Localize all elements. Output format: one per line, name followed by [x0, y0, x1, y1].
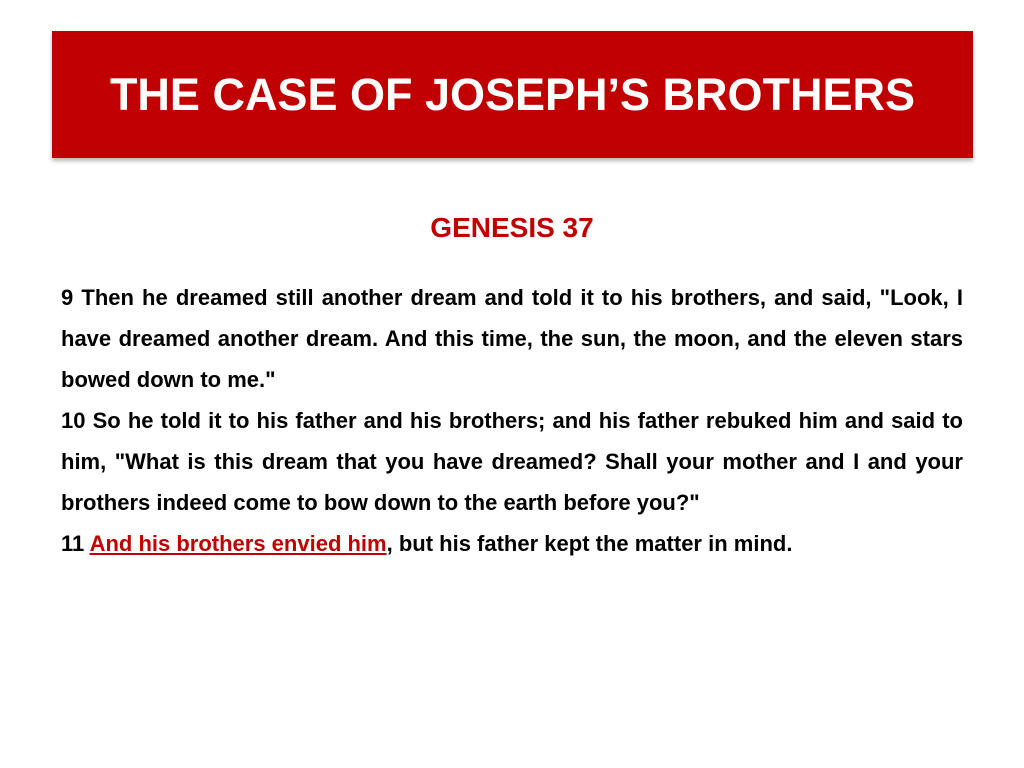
- verse-number: 11: [61, 531, 85, 556]
- verse-text: , but his father kept the matter in mind.: [386, 531, 793, 556]
- verse-11: [61, 523, 963, 564]
- verse-number: 9: [61, 285, 74, 310]
- slide-title: THE CASE OF JOSEPH’S BROTHERS: [109, 68, 916, 120]
- verse-10: [61, 400, 963, 523]
- verse-text: So he told it to his father and his brothers; and his father rebuked him and said to him, "What is this dream that you have dreamed? Shall your mother and I and your brothers indeed come to bow down to the earth before you?": [61, 408, 963, 515]
- verse-number: 10: [61, 408, 86, 433]
- verse-text: Then he dreamed still another dream and told it to his brothers, and said, "Look, I have dreamed another dream. And this time, the sun, the moon, and the eleven stars bowed down to me.": [61, 285, 963, 392]
- highlighted-phrase: And his brothers envied him: [89, 531, 387, 556]
- scripture-passage: [61, 277, 963, 564]
- scripture-reference: GENESIS 37: [430, 212, 594, 243]
- title-banner: [52, 31, 973, 158]
- verse-9: [61, 277, 963, 400]
